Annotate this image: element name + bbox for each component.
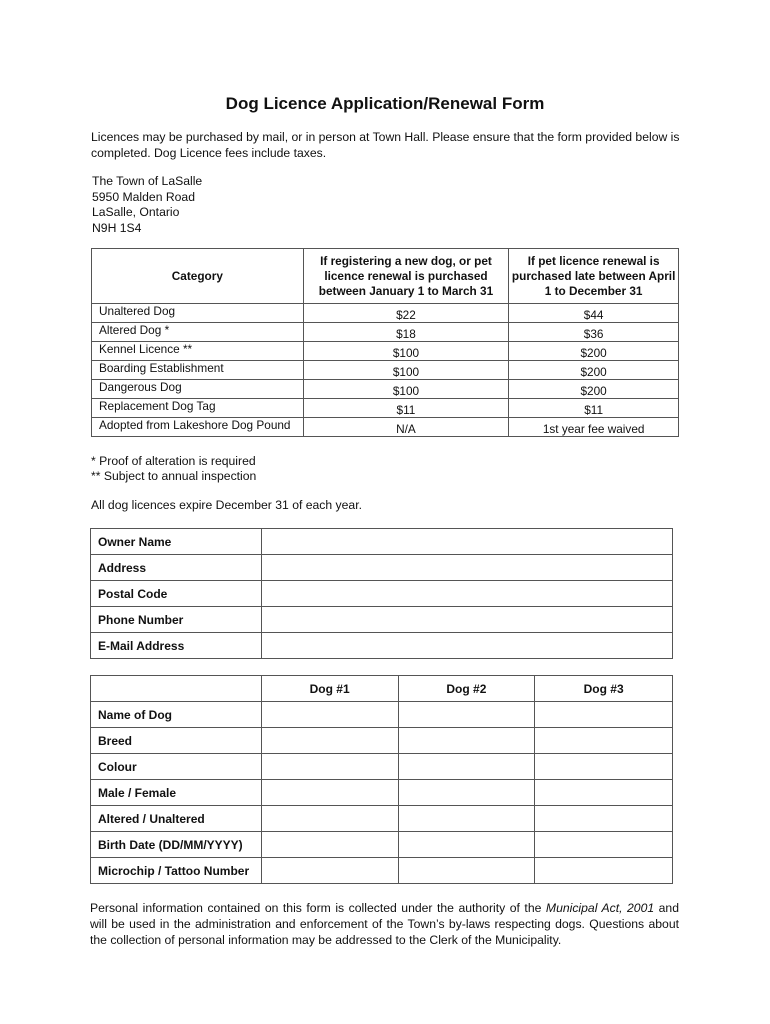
footnotes [91, 454, 256, 484]
dog-field-label: Colour [91, 754, 262, 780]
expiry-note: All dog licences expire December 31 of each year. [91, 498, 362, 512]
intro-text: Licences may be purchased by mail, or in person at Town Hall. Please ensure that the form provided below is completed. Dog Licence fees include taxes. [91, 130, 680, 160]
dog-row [91, 832, 673, 858]
fee-row [92, 399, 679, 418]
fee-header-row [92, 249, 679, 304]
owner-row [91, 607, 673, 633]
dog-info-table [90, 675, 673, 884]
fee-late: $11 [509, 399, 679, 418]
fee-late: $36 [509, 323, 679, 342]
fee-late: 1st year fee waived [509, 418, 679, 437]
dog-1-cell[interactable] [261, 806, 398, 832]
fee-new: $22 [303, 304, 509, 323]
address-line: LaSalle, Ontario [92, 205, 180, 219]
owner-field-label: E-Mail Address [91, 633, 262, 659]
dog-1-header: Dog #1 [261, 676, 398, 702]
fee-row [92, 361, 679, 380]
dog-2-cell[interactable] [398, 754, 535, 780]
dog-1-cell[interactable] [261, 754, 398, 780]
owner-name-field[interactable] [262, 529, 673, 555]
dog-field-label: Altered / Unaltered [91, 806, 262, 832]
late-fee-header: If pet licence renewal is purchased late between April 1 to December 31 [509, 249, 679, 304]
dog-2-header: Dog #2 [398, 676, 535, 702]
fee-category: Altered Dog * [92, 323, 304, 342]
dog-1-cell[interactable] [261, 858, 398, 884]
fee-row [92, 304, 679, 323]
phone-number-field[interactable] [262, 607, 673, 633]
dog-row [91, 780, 673, 806]
privacy-notice [90, 900, 679, 948]
mailing-address [92, 174, 202, 236]
dog-header-row [91, 676, 673, 702]
owner-field-label: Address [91, 555, 262, 581]
postal-code-field[interactable] [262, 581, 673, 607]
category-header: Category [92, 249, 304, 304]
owner-field-label: Postal Code [91, 581, 262, 607]
fee-new: N/A [303, 418, 509, 437]
dog-3-cell[interactable] [535, 754, 673, 780]
address-field[interactable] [262, 555, 673, 581]
dog-2-cell[interactable] [398, 780, 535, 806]
owner-field-label: Owner Name [91, 529, 262, 555]
dog-field-label: Birth Date (DD/MM/YYYY) [91, 832, 262, 858]
dog-3-cell[interactable] [535, 728, 673, 754]
dog-2-cell[interactable] [398, 806, 535, 832]
dog-2-cell[interactable] [398, 832, 535, 858]
fee-category: Replacement Dog Tag [92, 399, 304, 418]
fee-new: $100 [303, 361, 509, 380]
owner-row [91, 581, 673, 607]
dog-2-cell[interactable] [398, 858, 535, 884]
dog-row [91, 806, 673, 832]
dog-header-blank [91, 676, 262, 702]
dog-3-cell[interactable] [535, 806, 673, 832]
dog-row [91, 754, 673, 780]
address-line: N9H 1S4 [92, 220, 142, 235]
page-title: Dog Licence Application/Renewal Form [225, 94, 545, 113]
fee-new: $100 [303, 342, 509, 361]
footnote: ** Subject to annual inspection [91, 469, 257, 483]
dog-3-cell[interactable] [535, 702, 673, 728]
fee-new: $100 [303, 380, 509, 399]
fee-category: Kennel Licence ** [92, 342, 304, 361]
fee-category: Boarding Establishment [92, 361, 304, 380]
act-name: Municipal Act, 2001 [545, 901, 655, 915]
address-line: 5950 Malden Road [92, 189, 195, 204]
dog-2-cell[interactable] [398, 702, 535, 728]
privacy-text-start: Personal information contained on this form is collected under the authority of the [90, 901, 546, 915]
dog-3-cell[interactable] [535, 858, 673, 884]
owner-row [91, 555, 673, 581]
dog-row [91, 728, 673, 754]
dog-1-cell[interactable] [261, 702, 398, 728]
new-fee-header: If registering a new dog, or pet licence renewal is purchased between January 1 to March 31 [303, 249, 509, 304]
fee-category: Unaltered Dog [92, 304, 304, 323]
dog-field-label: Breed [91, 728, 262, 754]
dog-3-cell[interactable] [535, 832, 673, 858]
owner-info-table [90, 528, 673, 659]
dog-2-cell[interactable] [398, 728, 535, 754]
fee-late: $200 [509, 380, 679, 399]
privacy-text-end: and will be used in the administration and enforcement of the Town’s by-laws respecting dogs. Questions about the collection of personal information may be addressed to the Clerk of the Municipality. [90, 901, 679, 947]
fee-row [92, 323, 679, 342]
dog-3-cell[interactable] [535, 780, 673, 806]
dog-field-label: Microchip / Tattoo Number [91, 858, 262, 884]
fee-category: Adopted from Lakeshore Dog Pound [92, 418, 304, 437]
dog-1-cell[interactable] [261, 728, 398, 754]
dog-field-label: Male / Female [91, 780, 262, 806]
email-field[interactable] [262, 633, 673, 659]
owner-row [91, 633, 673, 659]
dog-1-cell[interactable] [261, 780, 398, 806]
dog-3-header: Dog #3 [535, 676, 673, 702]
address-line: The Town of LaSalle [92, 174, 203, 188]
footnote: * Proof of alteration is required [91, 454, 256, 468]
fee-category: Dangerous Dog [92, 380, 304, 399]
fee-table [91, 248, 679, 437]
dog-1-cell[interactable] [261, 832, 398, 858]
fee-row [92, 380, 679, 399]
owner-row [91, 529, 673, 555]
dog-row [91, 858, 673, 884]
fee-new: $18 [303, 323, 509, 342]
fee-row [92, 342, 679, 361]
fee-late: $44 [509, 304, 679, 323]
dog-row [91, 702, 673, 728]
dog-field-label: Name of Dog [91, 702, 262, 728]
owner-field-label: Phone Number [91, 607, 262, 633]
fee-late: $200 [509, 342, 679, 361]
fee-row [92, 418, 679, 437]
fee-late: $200 [509, 361, 679, 380]
fee-new: $11 [303, 399, 509, 418]
